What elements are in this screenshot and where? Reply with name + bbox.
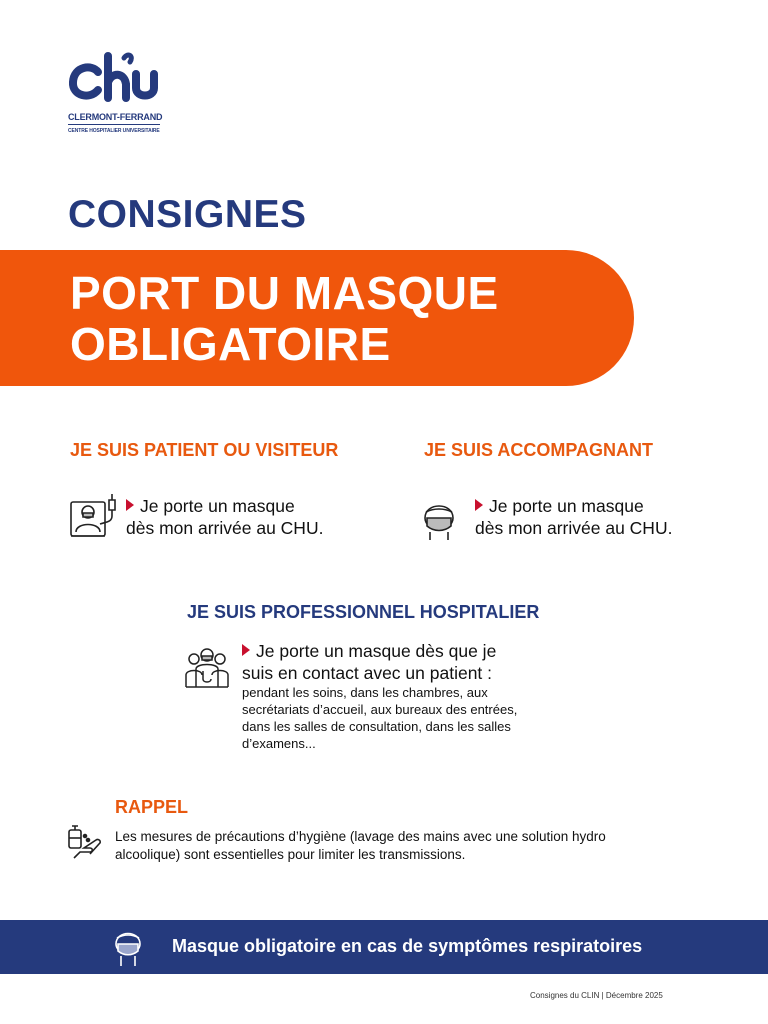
masked-face-icon bbox=[420, 498, 458, 542]
logo-divider bbox=[68, 124, 160, 125]
section-title-companion: JE SUIS ACCOMPAGNANT bbox=[424, 440, 654, 460]
patient-line-2: dès mon arrivée au CHU. bbox=[126, 518, 324, 538]
patient-instruction bbox=[126, 495, 323, 539]
patient-bed-icon bbox=[68, 492, 120, 540]
bullet-arrow-icon bbox=[242, 644, 250, 656]
chu-logo-icon bbox=[68, 52, 164, 104]
professional-instruction bbox=[242, 640, 542, 684]
companion-line-2: dès mon arrivée au CHU. bbox=[475, 518, 673, 538]
professional-detail-1: pendant les soins, dans les chambres, aux bbox=[242, 685, 488, 700]
footer-credit: Consignes du CLIN | Décembre 2025 bbox=[530, 991, 663, 1000]
footer-text: Masque obligatoire en cas de symptômes respiratoires bbox=[172, 936, 643, 956]
medical-staff-icon bbox=[184, 645, 230, 689]
professional-detail-3: dans les salles de consultation, dans les salles bbox=[242, 719, 511, 734]
companion-instruction bbox=[475, 495, 672, 539]
logo-subtitle: CENTRE HOSPITALIER UNIVERSITAIRE bbox=[68, 128, 160, 134]
patient-line-1: Je porte un masque bbox=[140, 496, 295, 516]
professional-line-2: suis en contact avec un patient : bbox=[242, 663, 493, 683]
banner-title bbox=[70, 268, 499, 370]
footer-banner bbox=[0, 920, 768, 974]
rappel-line-2: alcoolique) sont essentielles pour limiter les transmissions. bbox=[115, 847, 466, 862]
title-banner bbox=[0, 250, 634, 386]
section-title-patient: JE SUIS PATIENT OU VISITEUR bbox=[70, 440, 339, 460]
professional-detail-2: secrétariats d’accueil, aux bureaux des entrées, bbox=[242, 702, 518, 717]
chu-logo bbox=[68, 52, 168, 134]
rappel-text bbox=[115, 828, 655, 864]
rappel-line-1: Les mesures de précautions d’hygiène (lavage des mains avec une solution hydro bbox=[115, 829, 606, 844]
banner-line-2: OBLIGATOIRE bbox=[70, 318, 391, 370]
hand-sanitizer-icon bbox=[66, 824, 104, 860]
logo-name: CLERMONT-FERRAND bbox=[68, 112, 163, 122]
section-title-rappel: RAPPEL bbox=[115, 797, 189, 817]
professional-line-1: Je porte un masque dès que je bbox=[256, 641, 497, 661]
masked-face-icon bbox=[112, 926, 144, 973]
professional-detail-4: d’examens... bbox=[242, 736, 316, 751]
bullet-arrow-icon bbox=[475, 499, 483, 511]
bullet-arrow-icon bbox=[126, 499, 134, 511]
companion-line-1: Je porte un masque bbox=[489, 496, 644, 516]
page-heading: CONSIGNES bbox=[68, 193, 307, 236]
banner-line-1: PORT DU MASQUE bbox=[70, 267, 499, 319]
professional-details bbox=[242, 684, 552, 752]
section-title-professional: JE SUIS PROFESSIONNEL HOSPITALIER bbox=[187, 602, 540, 622]
